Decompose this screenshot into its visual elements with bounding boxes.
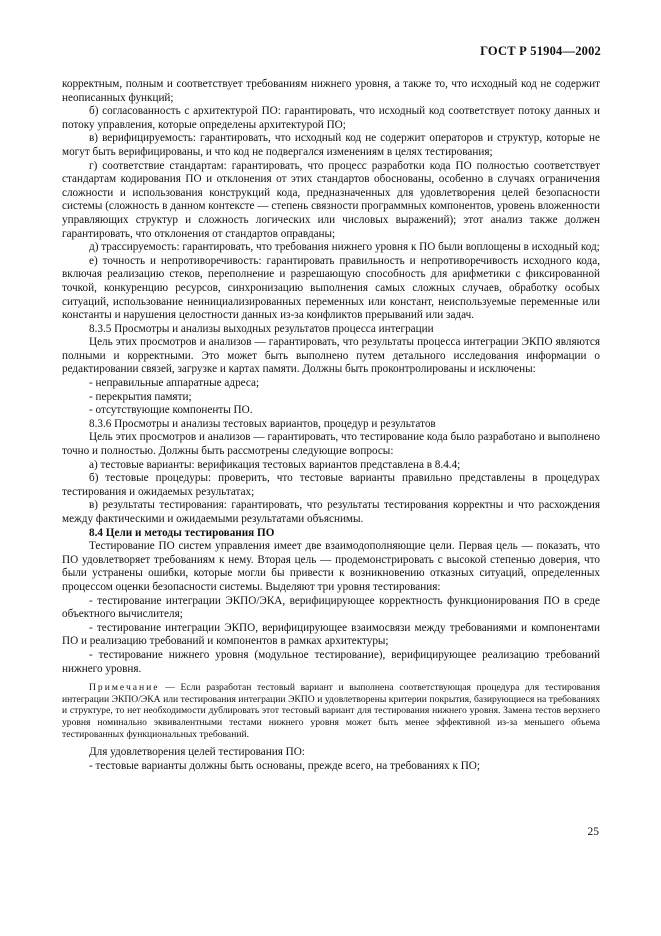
paragraph-0: корректным, полным и соответствует требованиям нижнего уровня, а также то, что исходный код не содержит неописанных функций; [62,78,600,104]
paragraph-8: - неправильные аппаратные адреса; [89,377,260,390]
paragraph-14: б) тестовые процедуры: проверить, что тестовые варианты правильно представлены в процедурах тестирования и ожидаемых результатах; [62,472,600,498]
paragraph-19: - тестирование интеграции ЭКПО, верифицирующее взаимосвязи между требованиями и компонентами ПО и реализацию требований и компонентов в рамках архитектуры; [62,621,600,648]
paragraph-20: - тестирование нижнего уровня (модульное тестирование), верифицирующее реализацию требований нижнего уровня. [62,648,600,675]
paragraph-6: 8.3.5 Просмотры и анализы выходных результатов процесса интеграции [89,322,434,335]
note-text: — Если разработан тестовый вариант и выполнена соответствующая процедура для тестирования интеграции ЭКПО/ЭКА или тестирования интеграции ЭКПО и удовлетворены критерии покрытия, базирующиеся на требованиях и структуре, то нет необходимости дублировать этот тестовый вариант для тестирования нижнего уровня. Замена тестов верхнего уровня номинально эквивалентными тестами нижнего уровня может быть менее эффективной из-за меньшего объема тестированных функциональных требований. [62,682,600,740]
paragraph-17: Тестирование ПО систем управления имеет две взаимодополняющие цели. Первая цель — показать, что ПО удовлетворяет требованиям к нему. Вторая цель — продемонстрировать с высокой степенью доверия, что были устранены ошибки, которые могли бы привести к возникновению отказных ситуаций, определенных процессом оценки безопасности системы. Выделяют три уровня тестирования: [62,540,600,593]
paragraph-18: - тестирование интеграции ЭКПО/ЭКА, верифицирующее корректность функционирования ПО в среде объектного вычислителя; [62,594,600,621]
note-paragraph [62,682,600,740]
paragraph-4: д) трассируемость: гарантировать, что требования нижнего уровня к ПО были воплощены в исходный код; [89,241,600,254]
note-label: Примечание [89,682,160,694]
document-header: ГОСТ Р 51904—2002 [480,44,601,58]
body-paragraphs [62,78,600,676]
paragraph-3: г) соответствие стандартам: гарантировать, что процесс разработки кода ПО полностью соответствует стандартам кодирования ПО и отклонения от этих стандартов обоснованы, особенно в случаях ограничения сложности и использования конструкций кода, предназначенных для удовлетворения целей безопасности системы (сложность в данном контексте — степень связности программных компонентов, уровень вложенности управляющих структур и сложность логических или числовых выражений); этот анализ также должен гарантировать, что отклонения от стандартов оправданы; [62,159,600,240]
paragraph-13: а) тестовые варианты: верификация тестовых вариантов представлена в 8.4.4; [89,458,461,471]
paragraph-11: 8.3.6 Просмотры и анализы тестовых вариантов, процедур и результатов [89,417,436,430]
tail-paragraphs [62,746,600,773]
page-number: 25 [587,826,599,838]
paragraph-5: е) точность и непротиворечивость: гарантировать правильность и непротиворечивость исходного кода, включая реализацию стеков, переполнение и разрешающую способность для арифметики с фиксированной точкой, конкуренцию ресурсов, синхронизацию выполнения самых сложных случаев, обработку особых ситуаций, использование неинициализированных переменных или констант, неиспользуемые переменные или константы и нарушения целостности данных из-за конфликтов прерываний или задач. [62,254,600,322]
paragraph-16: 8.4 Цели и методы тестирования ПО [89,526,275,539]
paragraph-7: Цель этих просмотров и анализов — гарантировать, что результаты процесса интеграции ЭКПО являются полными и корректными. Это может быть выполнено путем детального исследования информации о редактировании связей, загрузке и картах памяти. Должны быть проконтролированы и исключены: [62,336,600,376]
tail-paragraph-0: Для удовлетворения целей тестирования ПО: [89,746,305,759]
page-body [62,78,600,773]
paragraph-2: в) верифицируемость: гарантировать, что исходный код не содержит операторов и структур, которые не могут быть верифицированы, и что код не подвергался изменениям в целях тестирования; [62,132,600,158]
paragraph-12: Цель этих просмотров и анализов — гарантировать, что тестирование кода было разработано и выполнено точно и полностью. Должны быть рассмотрены следующие вопросы: [62,431,600,458]
paragraph-10: - отсутствующие компоненты ПО. [89,404,253,417]
paragraph-9: - перекрытия памяти; [89,390,192,403]
paragraph-1: б) согласованность с архитектурой ПО: гарантировать, что исходный код соответствует потоку данных и потоку управления, которые определены архитектурой ПО; [62,105,600,131]
tail-paragraph-1: - тестовые варианты должны быть основаны, прежде всего, на требованиях к ПО; [89,759,480,772]
paragraph-15: в) результаты тестирования: гарантировать, что результаты тестирования корректны и что расхождения между фактическими и ожидаемыми результатами объяснимы. [62,499,600,525]
